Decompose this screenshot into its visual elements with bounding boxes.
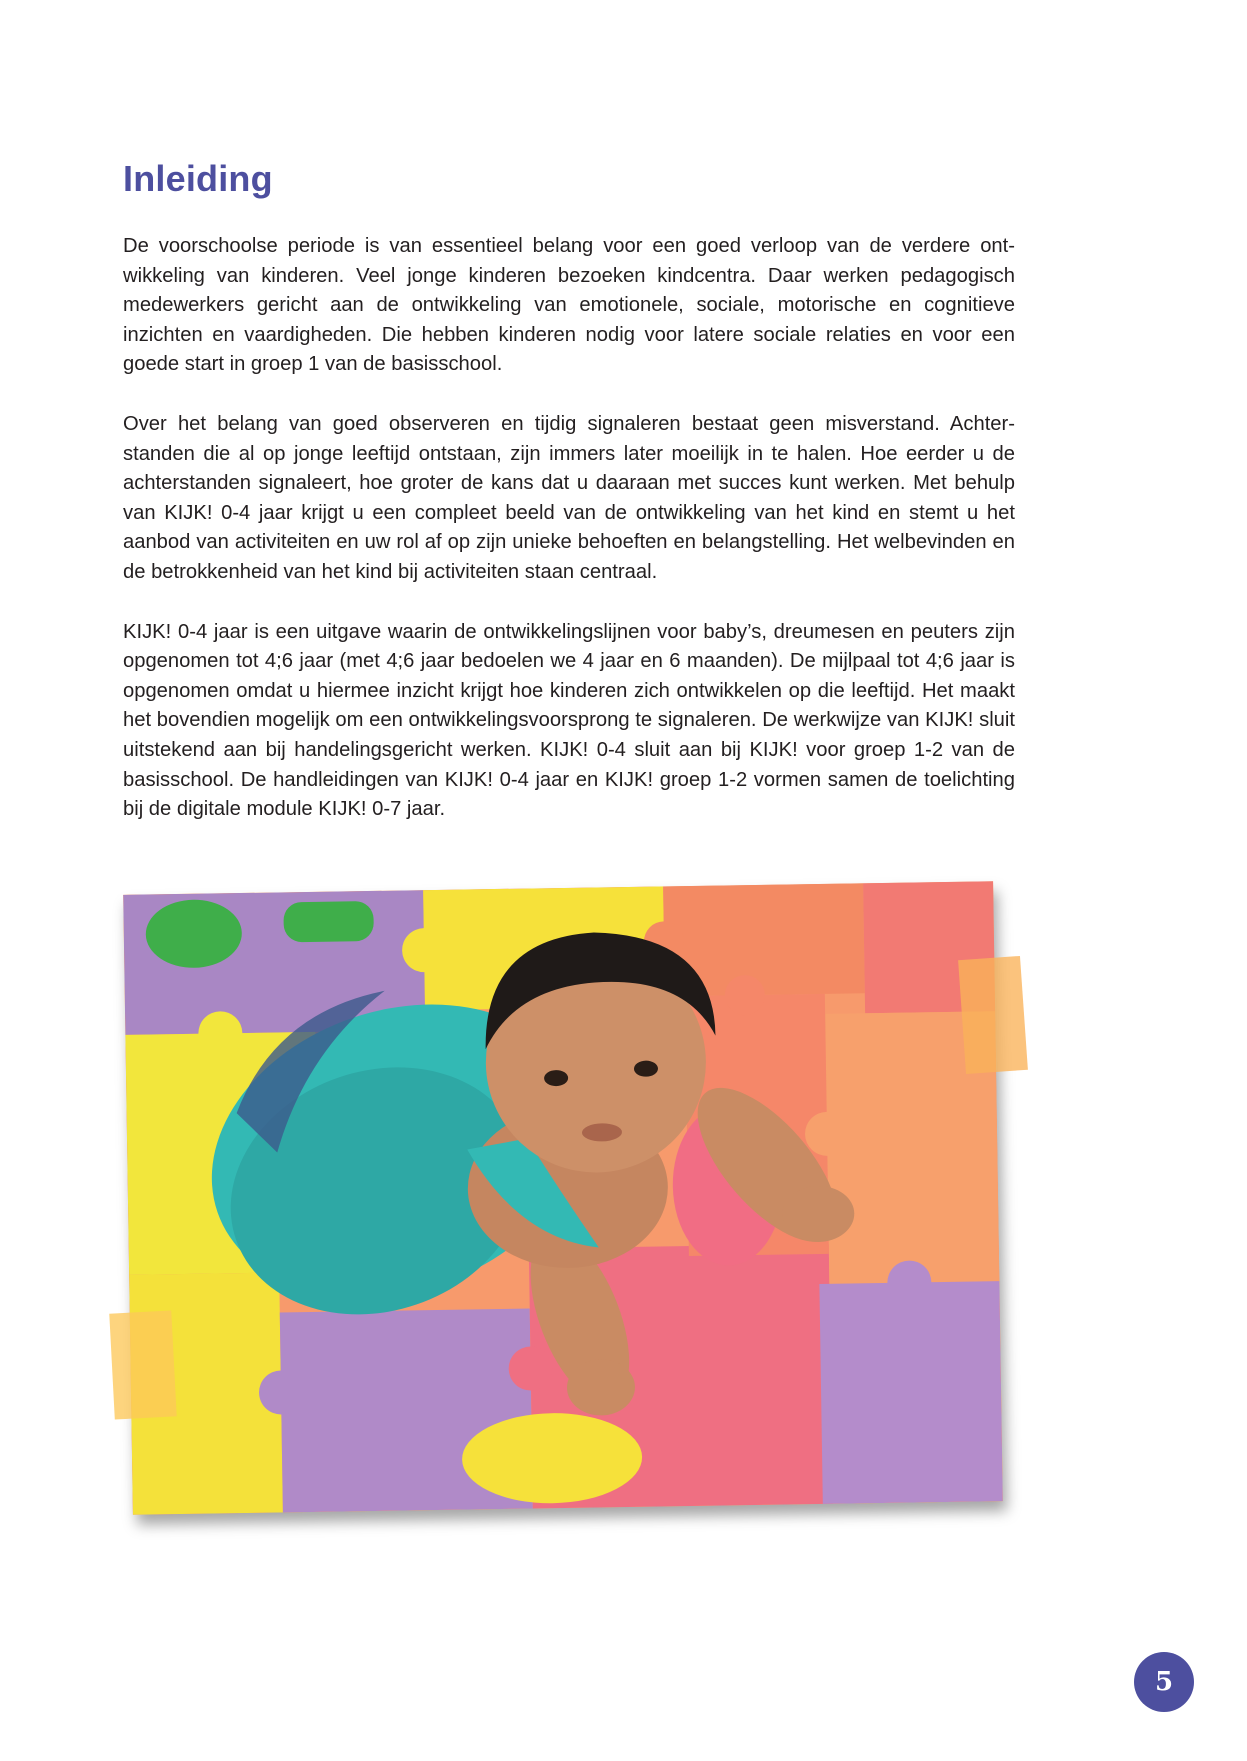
intro-text [123,232,1015,855]
paragraph-2: Over het belang van goed observeren en tijdig signaleren bestaat geen misverstand. Achter-standen die al op jonge leeftijd ontstaan, zijn immers later moeilijk in te halen. Hoe eerder u de achterstanden signaleert, hoe groter de kans dat u daaraan met succes kunt werken. Met behulp van KIJK! 0-4 jaar krijgt u een compleet beeld van de ontwikkeling van het kind en stemt u het aanbod van activiteiten en uw rol af op zijn unieke behoeften en belangstelling. Het welbevinden en de betrokkenheid van het kind bij activiteiten staan centraal. [123,412,1015,583]
paragraph-1: De voorschoolse periode is van essentieel belang voor een goed verloop van de verdere ont-wikkeling van kinderen. Veel jonge kinderen bezoeken kindcentra. Daar werken pedagogisch medewerkers gericht aan de ontwikkeling van emotionele, sociale, motorische en cognitieve inzichten en vaardigheden. Die hebben kinderen nodig voor latere sociale relaties en voor een goede start in groep 1 van de basisschool. [123,235,1015,376]
baby-photo-illustration [123,881,1003,1515]
page-number: 5 [1154,1667,1174,1697]
paragraph-3: KIJK! 0-4 jaar is een uitgave waarin de ontwikkelingslijnen voor baby’s, dreumesen en peuters zijn opgenomen tot 4;6 jaar (met 4;6 jaar bedoelen we 4 jaar en 6 maanden). De mijlpaal tot 4;6 jaar is opgenomen omdat u hiermee inzicht krijgt hoe kinderen zich ontwikkelen op die leeftijd. Het maakt het bovendien mogelijk om een ontwikkelingsvoorsprong te signaleren. De werkwijze van KIJK! sluit uitstekend aan bij handelingsgericht werken. KIJK! 0-4 sluit aan bij KIJK! voor groep 1-2 van de basisschool. De handleidingen van KIJK! 0-4 jaar en KIJK! groep 1-2 vormen samen de toelichting bij de digitale module KIJK! 0-7 jaar. [123,620,1015,821]
page-title: Inleiding [123,158,273,199]
baby-photo [123,881,1003,1515]
tape-strip-right [958,956,1028,1074]
tape-strip-left [109,1310,176,1419]
page-number-badge [1134,1652,1194,1712]
